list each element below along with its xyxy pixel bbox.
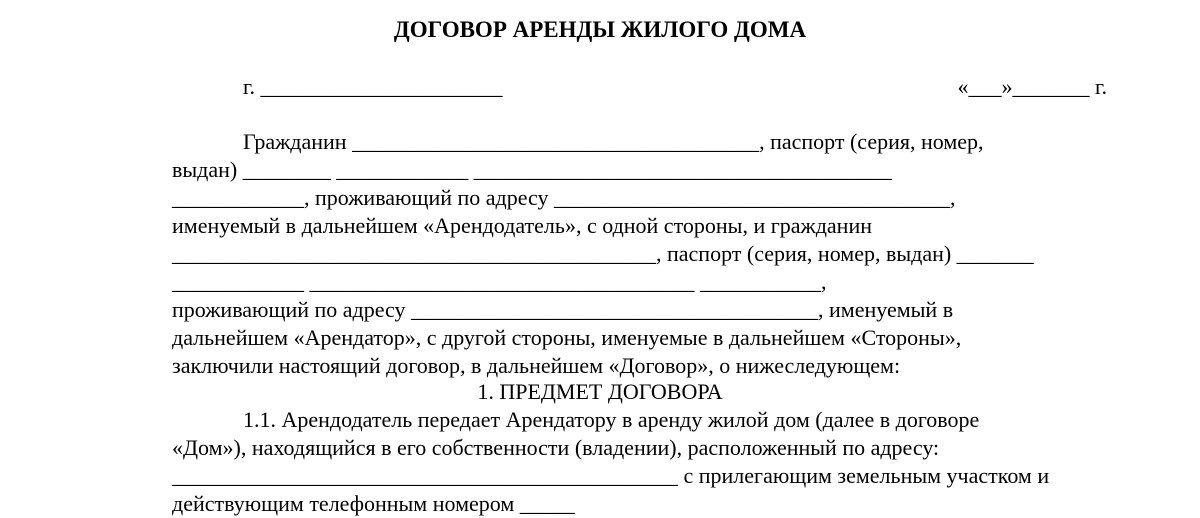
paragraph-line: Гражданин _____________________________________, паспорт (серия, номер, — [243, 129, 984, 154]
paragraph-line: ____________ ___________________________________ ___________, — [172, 269, 827, 294]
document-title: ДОГОВОР АРЕНДЫ ЖИЛОГО ДОМА — [393, 17, 807, 42]
clause-line: «Дом»), находящийся в его собственности (владении), расположенный по адресу: — [172, 435, 940, 460]
paragraph-line: именуемый в дальнейшем «Арендодатель», с одной стороны, и гражданин — [172, 213, 872, 238]
paragraph-line: ____________, проживающий по адресу ____________________________________, — [172, 185, 956, 210]
place-line: г. ______________________ — [243, 74, 503, 99]
clause-line: 1.1. Арендодатель передает Арендатору в аренду жилой дом (далее в договоре — [243, 407, 980, 432]
date-line: «___»_______ г. — [957, 74, 1107, 99]
paragraph-line: ____________________________________________, паспорт (серия, номер, выдан) _______ — [172, 241, 1034, 266]
clause-line: действующим телефонным номером _____ — [172, 491, 575, 516]
section-heading: 1. ПРЕДМЕТ ДОГОВОРА — [477, 379, 723, 404]
paragraph-line: проживающий по адресу _____________________________________, именуемый в — [172, 297, 954, 322]
paragraph-line: дальнейшем «Арендатор», с другой стороны, именуемые в дальнейшем «Стороны», — [172, 325, 962, 350]
paragraph-line: заключили настоящий договор, в дальнейшем «Договор», о нижеследующем: — [172, 353, 901, 378]
clause-line: ______________________________________________ с прилегающим земельным участком и — [172, 463, 1050, 488]
paragraph-line: выдан) ________ ____________ ______________________________________ — [172, 157, 892, 182]
